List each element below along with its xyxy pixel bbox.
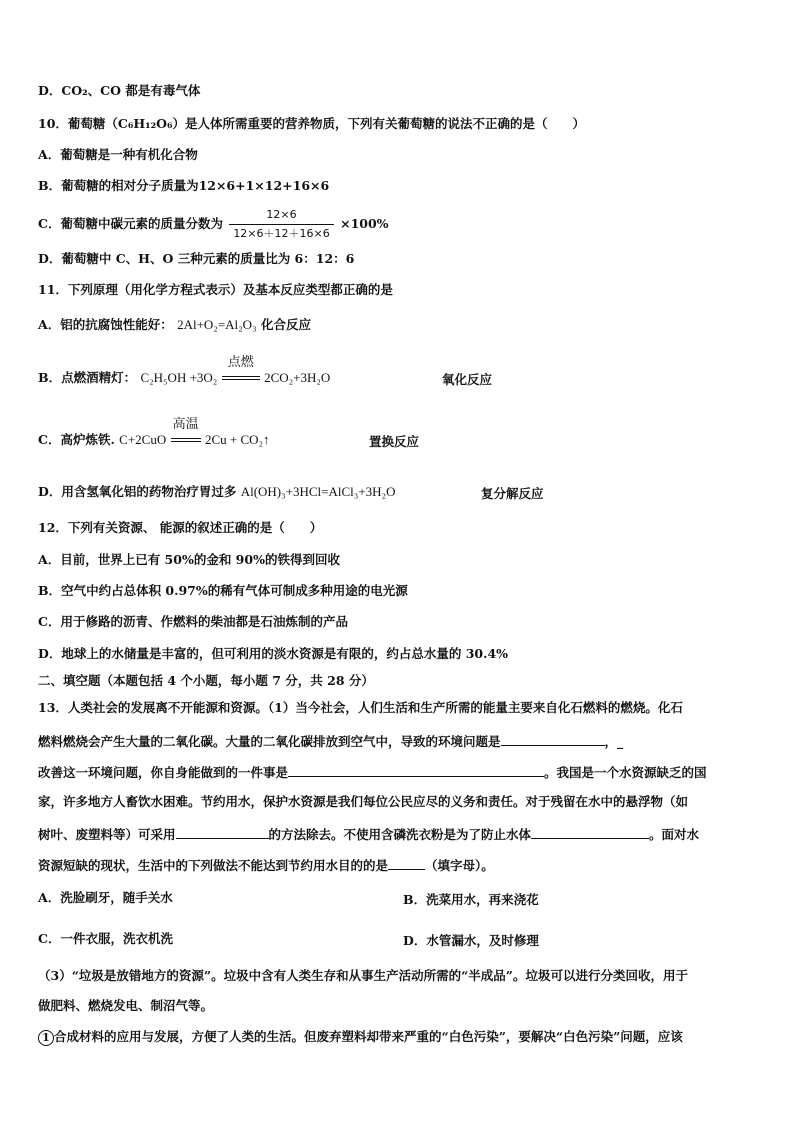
- mass-fraction: [229, 207, 333, 242]
- answer-blank[interactable]: [176, 825, 269, 839]
- condition-label: 点燃: [227, 355, 254, 370]
- q11-option-d: [38, 484, 395, 500]
- q10-option-d: D．葡萄糖中 C、H、O 三种元素的质量比为 6：12：6: [38, 251, 355, 266]
- q13-line-6-text: 资源短缺的现状，生活中的下列做法不能达到节约用水目的的是: [38, 858, 389, 873]
- q11-c-prefix: C．高炉炼铁.: [38, 432, 120, 447]
- q13-line-4: 家，许多地方人畜饮水困难。节约用水，保护水资源是我们每位公民应尽的义务和责任。对于残留在水中的悬浮物（如: [38, 794, 689, 809]
- section-title: 二、填空题（本题包括 4 个小题，每小题 7 分，共 28 分）: [38, 673, 374, 688]
- q13-line-1: 13．人类社会的发展离不开能源和资源。（1）当今社会，人们生活和生产所需的能量主要来自化石燃料的燃烧。化石: [38, 700, 683, 715]
- q13-line-6: [38, 856, 494, 874]
- q11-b-products: 2CO₂+3H₂O: [264, 370, 331, 385]
- q9-option-d: D．CO₂、CO 都是有毒气体: [38, 83, 201, 98]
- q10-option-c: [38, 207, 389, 242]
- q13-line-3-tail: 。我国是一个水资源缺乏的国: [544, 765, 707, 780]
- q11-c-reactants: C+2CuO: [119, 432, 167, 447]
- q11-c-products: 2Cu + CO₂↑: [204, 432, 270, 447]
- q13-line-3-text: 改善这一环境问题，你自身能做到的一件事是: [38, 765, 289, 780]
- answer-blank[interactable]: [388, 856, 425, 870]
- q13-line-5: [38, 825, 699, 843]
- q10-option-c-suffix: ×100%: [340, 216, 389, 231]
- q11-option-a: [38, 317, 311, 333]
- q11-d-reaction-type: 复分解反应: [481, 486, 544, 501]
- q11-b-reactants: C₂H₅OH +3O₂: [140, 370, 218, 385]
- q13-option-b: B．洗菜用水，再来浇花: [403, 892, 539, 907]
- q13-line-5-mid: 的方法除去。不使用含磷洗衣粉是为了防止水体: [268, 827, 532, 842]
- q13-line-6-tail: （填字母）。: [425, 858, 494, 873]
- q11-a-equation: 2Al+O₂=Al₂O₃: [177, 317, 257, 332]
- q13-line-5-text: 树叶、废塑料等）可采用: [38, 827, 176, 842]
- q13-option-d: D．水管漏水，及时修理: [403, 933, 539, 948]
- q12-stem: 12．下列有关资源、 能源的叙述正确的是（ ）: [38, 520, 323, 535]
- circled-number-icon: 1: [38, 1030, 54, 1046]
- q13-line-2-tail: ，_: [604, 734, 624, 749]
- q11-d-prefix: D．用含氢氧化铝的药物治疗胃过多: [38, 484, 237, 499]
- q11-b-condition: [222, 355, 260, 386]
- q13-part3-line-1: （3）“垃圾是放错地方的资源”。垃圾中含有人类生存和从事生产活动所需的“半成品”。垃圾可以进行分类回收，用于: [38, 968, 688, 983]
- q12-option-a: A．目前，世界上已有 50%的金和 90%的铁得到回收: [38, 552, 340, 567]
- q13-part3-line-2: 做肥料、燃烧发电、制沼气等。: [38, 998, 214, 1013]
- answer-blank[interactable]: [501, 732, 605, 746]
- q13-line-3: [38, 763, 707, 781]
- q11-option-b: [38, 355, 331, 386]
- double-line-icon: [171, 438, 201, 442]
- condition-label: 高温: [172, 417, 199, 432]
- q12-option-d: D．地球上的水储量是丰富的，但可利用的淡水资源是有限的，约占总水量的 30.4%: [38, 646, 509, 661]
- answer-blank[interactable]: [531, 825, 649, 839]
- q11-c-condition: [171, 417, 201, 448]
- q11-b-prefix: B．点燃酒精灯：: [38, 370, 137, 385]
- q11-b-reaction-type: 氧化反应: [442, 372, 493, 387]
- q13-line-2: [38, 732, 623, 750]
- q13-part3-line-3-text: 合成材料的应用与发展，方便了人类的生活。但废弃塑料却带来严重的“白色污染”，要解决“白色污染”问题，应该: [54, 1029, 683, 1044]
- double-line-icon: [222, 376, 260, 380]
- q12-option-c: C．用于修路的沥青、作燃料的柴油都是石油炼制的产品: [38, 614, 348, 629]
- q11-d-equation: Al(OH)₃+3HCl=AlCl₃+3H₂O: [240, 484, 396, 499]
- q11-option-c: [38, 417, 270, 448]
- q12-option-b: B．空气中约占总体积 0.97%的稀有气体可制成多种用途的电光源: [38, 583, 408, 598]
- q11-c-reaction-type: 置换反应: [369, 434, 420, 449]
- q10-option-a: A．葡萄糖是一种有机化合物: [38, 147, 198, 162]
- q11-a-prefix: A．铝的抗腐蚀性能好：: [38, 317, 173, 332]
- q10-option-c-prefix: C．葡萄糖中碳元素的质量分数为: [38, 216, 223, 231]
- q13-part3-line-3: [38, 1029, 683, 1046]
- q13-option-a: A．洗脸刷牙，随手关水: [38, 890, 173, 905]
- q10-option-b: B．葡萄糖的相对分子质量为12×6+1×12+16×6: [38, 178, 330, 193]
- fraction-numerator: 12×6: [229, 207, 333, 225]
- answer-blank[interactable]: [288, 763, 544, 777]
- q11-stem: 11．下列原理（用化学方程式表示）及基本反应类型都正确的是: [38, 282, 393, 297]
- q13-option-c: C．一件衣服，洗衣机洗: [38, 931, 173, 946]
- q13-line-2-text: 燃料燃烧会产生大量的二氧化碳。大量的二氧化碳排放到空气中，导致的环境问题是: [38, 734, 501, 749]
- fraction-denominator: 12×6＋12＋16×6: [233, 227, 330, 240]
- q13-line-5-tail: 。面对水: [649, 827, 700, 842]
- q10-stem: 10．葡萄糖（C₆H₁₂O₆）是人体所需重要的营养物质，下列有关葡萄糖的说法不正确的是（ ）: [38, 116, 585, 131]
- q11-a-reaction-type: 化合反应: [260, 317, 311, 332]
